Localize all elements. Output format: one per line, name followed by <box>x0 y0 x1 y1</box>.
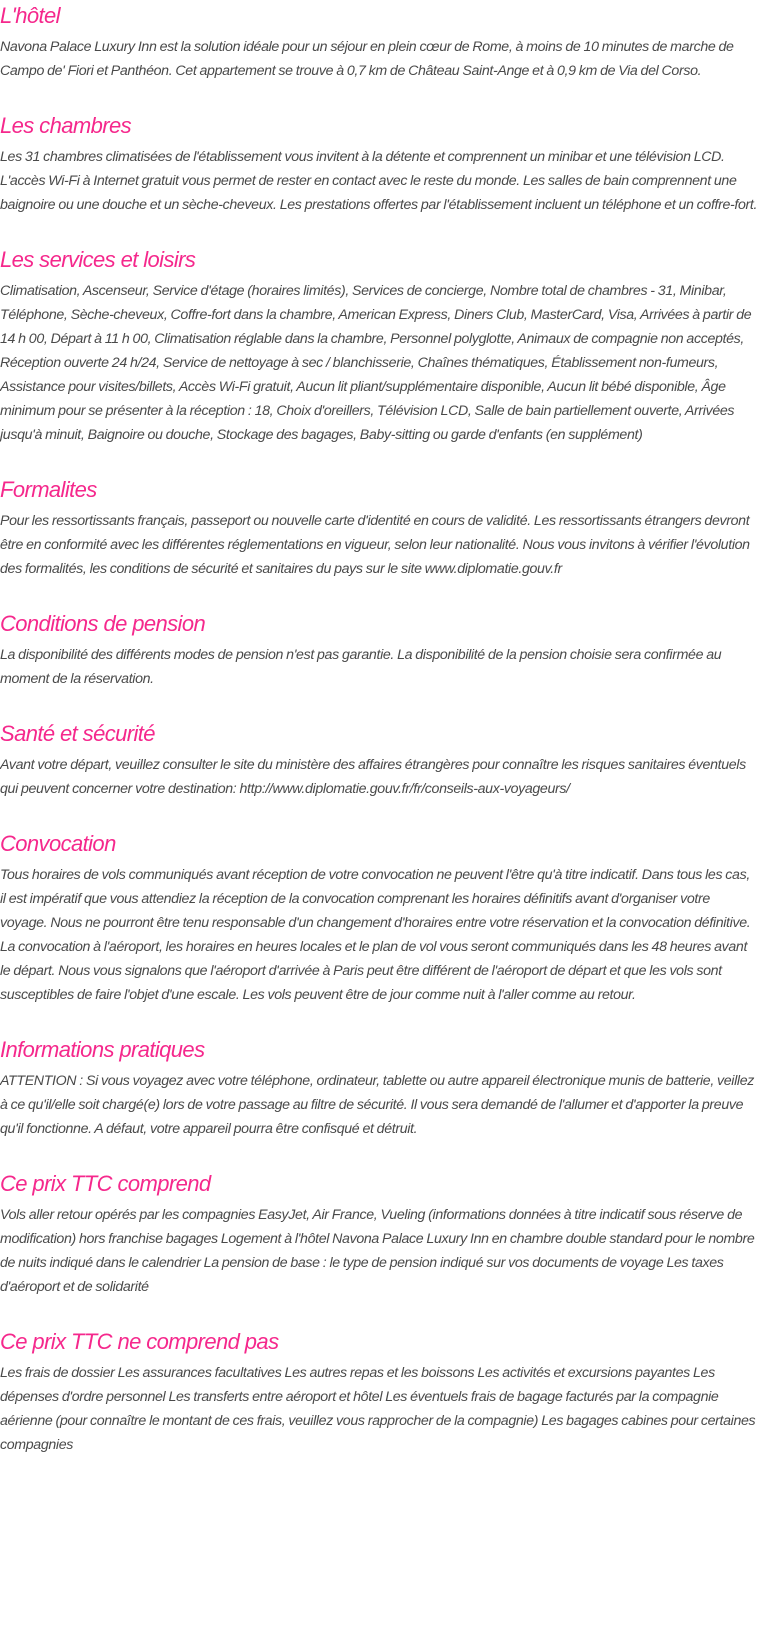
section-hotel <box>0 0 758 83</box>
section-board-conditions <box>0 608 758 691</box>
section-title: Convocation <box>0 831 116 856</box>
section-body: Avant votre départ, veuillez consulter le site du ministère des affaires étrangères pour connaître les risques sanitaires éventuels qui peuvent concerner votre destination: http://www.diplomatie.gouv.fr/fr/conseils-aux-voyageurs/ <box>0 757 746 797</box>
section-body: ATTENTION : Si vous voyagez avec votre téléphone, ordinateur, tablette ou autre appareil électronique munis de batterie, veillez à ce qu'il/elle soit chargé(e) lors de votre passage au filtre de sécurité. Il vous sera demandé de l'allumer et d'apporter la preuve qu'il fonctionne. A défaut, votre appareil pourra être confisqué et détruit. <box>0 1073 754 1137</box>
section-title: L'hôtel <box>0 3 60 28</box>
section-body: Vols aller retour opérés par les compagnies EasyJet, Air France, Vueling (informations données à titre indicatif sous réserve de modification) hors franchise bagages Logement à l'hôtel Navona Palace Luxury Inn en chambre double standard pour le nombre de nuits indiqué dans le calendrier La pension de base : le type de pension indiqué sur vos documents de voyage Les taxes d'aéroport et de solidarité <box>0 1207 755 1295</box>
section-body: Pour les ressortissants français, passeport ou nouvelle carte d'identité en cours de validité. Les ressortissants étrangers devront être en conformité avec les différentes réglementations en vigueur, selon leur nationalité. Nous vous invitons à vérifier l'évolution des formalités, les conditions de sécurité et sanitaires du pays sur le site www.diplomatie.gouv.fr <box>0 513 750 577</box>
section-body: Climatisation, Ascenseur, Service d'étage (horaires limités), Services de concierge, Nombre total de chambres - 31, Minibar, Téléphone, Sèche-cheveux, Coffre-fort dans la chambre, American Express, Diners Club, MasterCard, Visa, Arrivées à partir de 14 h 00, Départ à 11 h 00, Climatisation réglable dans la chambre, Personnel polyglotte, Animaux de compagnie non acceptés, Réception ouverte 24 h/24, Service de nettoyage à sec / blanchisserie, Chaînes thématiques, Établissement non-fumeurs, Assistance pour visites/billets, Accès Wi-Fi gratuit, Aucun lit pliant/supplémentaire disponible, Aucun lit bébé disponible, Âge minimum pour se présenter à la réception : 18, Choix d'oreillers, Télévision LCD, Salle de bain partiellement ouverte, Arrivées jusqu'à minuit, Baignoire ou douche, Stockage des bagages, Baby-sitting ou garde d'enfants (en supplément) <box>0 283 752 443</box>
section-price-includes <box>0 1168 758 1299</box>
section-convocation <box>0 828 758 1007</box>
section-health-safety <box>0 718 758 801</box>
section-body: Les 31 chambres climatisées de l'établissement vous invitent à la détente et comprennent un minibar et une télévision LCD. L'accès Wi-Fi à Internet gratuit vous permet de rester en contact avec le reste du monde. Les salles de bain comprennent une baignoire ou une douche et un sèche-cheveux. Les prestations offertes par l'établissement incluent un téléphone et un coffre-fort. <box>0 149 758 213</box>
section-practical-info <box>0 1034 758 1141</box>
section-title: Ce prix TTC ne comprend pas <box>0 1329 279 1354</box>
section-title: Ce prix TTC comprend <box>0 1171 211 1196</box>
section-price-excludes <box>0 1326 758 1457</box>
section-body: La disponibilité des différents modes de pension n'est pas garantie. La disponibilité de la pension choisie sera confirmée au moment de la réservation. <box>0 647 722 687</box>
section-body: Tous horaires de vols communiqués avant réception de votre convocation ne peuvent l'être qu'à titre indicatif. Dans tous les cas, il est impératif que vous attendiez la réception de la convocation comprenant les horaires définitifs avant d'organiser votre voyage. Nous ne pourront être tenu responsable d'un changement d'horaires entre votre réservation et la convocation définitive. La convocation à l'aéroport, les horaires en heures locales et le plan de vol vous seront communiqués dans les 48 heures avant le départ. Nous vous signalons que l'aéroport d'arrivée à Paris peut être différent de l'aéroport de départ et que les vols sont susceptibles de faire l'objet d'une escale. Les vols peuvent être de jour comme nuit à l'aller comme au retour. <box>0 867 751 1003</box>
section-services <box>0 244 758 447</box>
section-title: Santé et sécurité <box>0 721 155 746</box>
section-title: Conditions de pension <box>0 611 206 636</box>
section-body: Les frais de dossier Les assurances facultatives Les autres repas et les boissons Les activités et excursions payantes Les dépenses d'ordre personnel Les transferts entre aéroport et hôtel Les éventuels frais de bagage facturés par la compagnie aérienne (pour connaître le montant de ces frais, veuillez vous rapprocher de la compagnie) Les bagages cabines pour certaines compagnies <box>0 1365 756 1453</box>
section-title: Les chambres <box>0 113 131 138</box>
section-body: Navona Palace Luxury Inn est la solution idéale pour un séjour en plein cœur de Rome, à moins de 10 minutes de marche de Campo de' Fiori et Panthéon. Cet appartement se trouve à 0,7 km de Château Saint-Ange et à 0,9 km de Via del Corso. <box>0 39 734 79</box>
section-formalities <box>0 474 758 581</box>
section-rooms <box>0 110 758 217</box>
section-title: Les services et loisirs <box>0 247 196 272</box>
section-title: Formalites <box>0 477 97 502</box>
section-title: Informations pratiques <box>0 1037 205 1062</box>
